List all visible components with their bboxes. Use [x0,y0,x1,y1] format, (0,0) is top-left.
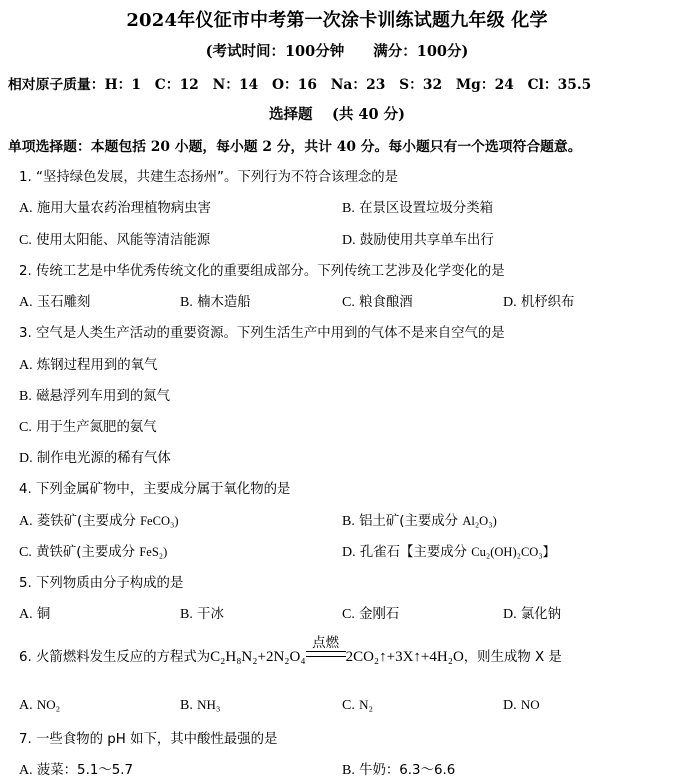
option-letter: B. [342,201,355,216]
option-letter: C. [19,545,32,560]
equation-reactants: C₂H₈N₂+2N₂O₄ [210,649,306,665]
question-1-option-a [19,197,211,217]
option-formula: Al₂O₃) [462,514,497,528]
option-letter: A. [19,295,33,310]
question-5-option-a [19,603,50,623]
option-text: 菱铁矿(主要成分 [36,514,141,529]
option-letter: A. [19,607,33,622]
option-letter: B. [342,763,355,778]
option-letter: B. [19,389,32,404]
option-letter: D. [503,295,517,310]
option-formula: Cu₂(OH)₂CO₃】 [471,545,556,559]
option-letter: A. [19,514,33,529]
question-2-option-c [342,291,413,311]
question-5-option-b [180,603,224,623]
section-instructions: 单项选择题：本题包括 20 小题，每小题 2 分，共计 40 分。每小题只有一个选项符合题意。 [8,139,582,155]
option-text: 干冰 [197,607,224,622]
option-text: 使用太阳能、风能等清洁能源 [36,233,211,248]
question-5-stem: 5. 下列物质由分子构成的是 [19,576,184,591]
question-3-option-c [19,416,157,436]
question-6-option-b [180,697,220,714]
question-3-option-d [19,447,171,467]
exam-info: (考试时间：100分钟 满分：100分) [205,43,469,60]
option-text: 黄铁矿(主要成分 [36,545,140,560]
question-4-option-a [19,510,179,530]
option-letter: C. [19,233,32,248]
option-text: 施用大量农药治理植物病虫害 [36,201,211,216]
option-letter: C. [342,698,355,713]
question-2-stem: 2. 传统工艺是中华优秀传统文化的重要组成部分。下列传统工艺涉及化学变化的是 [19,264,505,279]
option-letter: C. [342,607,355,622]
option-formula: FeCO₃) [140,514,179,528]
option-letter: A. [19,358,33,373]
question-6-stem-before: 6. 火箭燃料发生反应的方程式为 [19,650,211,665]
question-1-option-b [342,197,493,217]
option-letter: B. [180,607,193,622]
option-letter: D. [19,451,33,466]
question-1-option-d [342,229,494,249]
question-7-stem: 7. 一些食物的 pH 如下，其中酸性最强的是 [19,732,278,747]
question-2-option-d [503,291,574,311]
question-2-option-b [180,291,251,311]
exam-title: 2024年仪征市中考第一次涂卡训练试题九年级 化学 [126,10,548,31]
question-6-option-a [19,697,60,714]
option-letter: C. [19,420,32,435]
option-letter: D. [503,698,517,713]
option-text: NO [520,697,540,712]
option-text: 粮食酿酒 [359,295,413,310]
option-text: 牛奶：6.3～6.6 [359,763,456,778]
option-text: 用于生产氮肥的氨气 [36,420,157,435]
equals-bar [306,651,346,657]
reaction-condition [306,635,346,665]
option-letter: B. [180,698,193,713]
question-6-option-d [503,697,540,714]
option-letter: B. [342,514,355,529]
option-letter: D. [503,607,517,622]
question-6-stem-after: ，则生成物 X 是 [463,650,562,665]
question-6-stem [19,635,674,666]
option-text: 制作电光源的稀有气体 [36,451,171,466]
option-letter: D. [342,233,356,248]
option-letter: B. [180,295,193,310]
question-3-option-b [19,385,170,405]
question-5-option-d [503,603,561,623]
option-text: 氯化钠 [520,607,562,622]
option-text: 孔雀石【主要成分 [359,545,472,560]
option-text: NO₂ [36,697,61,712]
equation-products: 2CO₂↑+3X↑+4H₂O [345,649,464,665]
option-text: 菠菜：5.1～5.7 [36,763,134,778]
option-text: 铜 [36,607,51,622]
option-text: 楠木造船 [197,295,251,310]
option-text: N₂ [359,697,374,712]
question-4-option-b [342,510,497,530]
question-4-option-d [342,541,555,561]
question-2-option-a [19,291,90,311]
question-4-stem: 4. 下列金属矿物中，主要成分属于氧化物的是 [19,482,291,497]
option-formula: FeS₂) [139,545,168,559]
section-title: 选择题 (共 40 分) [268,106,406,123]
atomic-mass-line: 相对原子质量：H：1 C：12 N：14 O：16 Na：23 S：32 Mg：24 Cl：35.5 [8,77,592,93]
option-text: 金刚石 [359,607,400,622]
option-text: 鼓励使用共享单车出行 [359,233,494,248]
question-4-option-c [19,541,167,561]
question-1-option-c [19,229,210,249]
question-3-stem: 3. 空气是人类生产活动的重要资源。下列生活生产中用到的气体不是来自空气的是 [19,326,505,341]
option-text: 磁悬浮列车用到的氮气 [36,389,171,404]
option-letter: A. [19,201,33,216]
option-letter: A. [19,763,33,778]
option-letter: A. [19,698,33,713]
question-7-option-a [19,759,133,779]
option-text: 在景区设置垃圾分类箱 [359,201,494,216]
option-text: 铝土矿(主要成分 [359,514,463,529]
question-3-option-a [19,354,157,374]
option-text: NH₃ [197,697,221,712]
option-letter: D. [342,545,356,560]
option-text: 玉石雕刻 [36,295,91,310]
option-text: 炼钢过程用到的氧气 [36,358,158,373]
question-5-option-c [342,603,399,623]
question-7-option-b [342,759,455,779]
reaction-condition-label: 点燃 [312,635,340,651]
question-1-stem: 1. “坚持绿色发展，共建生态扬州”。下列行为不符合该理念的是 [19,170,399,185]
option-text: 机杼织布 [520,295,575,310]
option-letter: C. [342,295,355,310]
question-6-option-c [342,697,373,714]
